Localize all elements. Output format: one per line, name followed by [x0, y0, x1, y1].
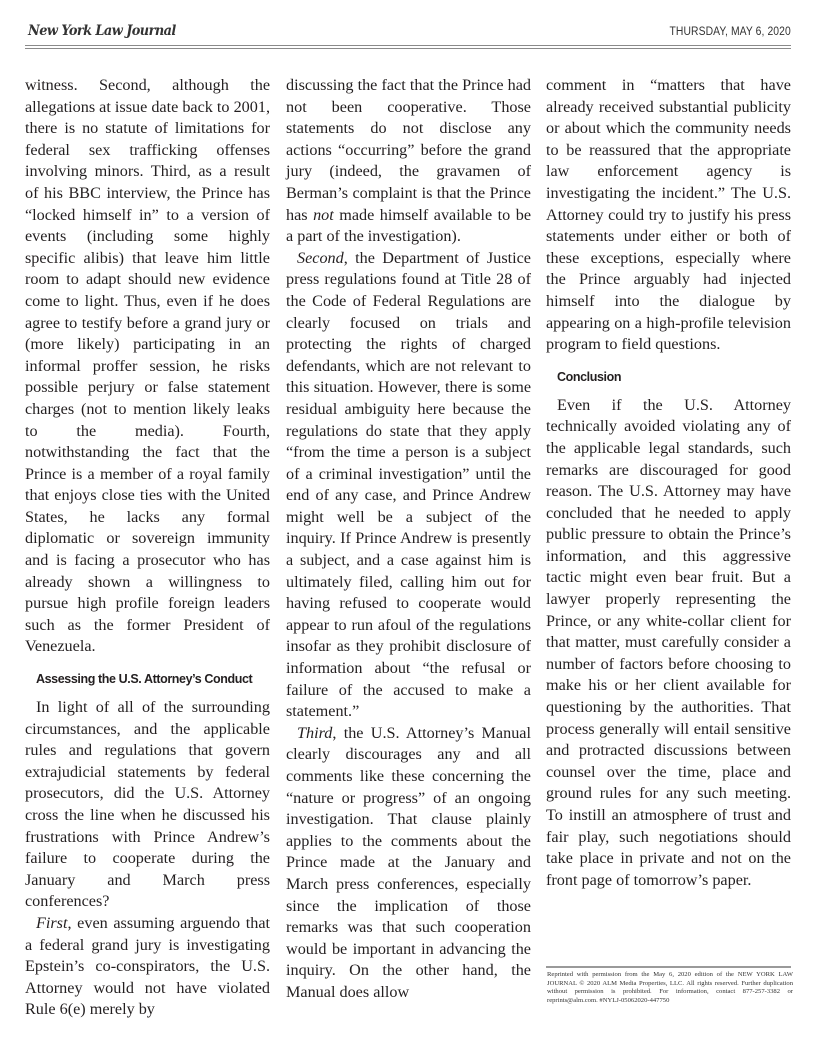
lead-italic: First	[36, 913, 68, 932]
subheading-assessing-conduct: Assessing the U.S. Attorney’s Conduct	[36, 672, 253, 687]
article-column-3	[546, 75, 791, 891]
header-rule-bottom	[25, 48, 791, 49]
paragraph-text: , the U.S. Attorney’s Manual clearly discourages any and all comments like these concerning the “nature or progress” of an ongoing investigation. That clause plainly applies to the comments about the Prince made at the January and March press conferences, especially since the implication of those remarks was that such cooperation would be important in advancing the inquiry. On the other hand, the Manual does allow	[286, 723, 531, 1001]
paragraph	[286, 248, 531, 723]
article-column-2	[286, 75, 531, 1004]
reprint-notice: Reprinted with permission from the May 6, 2020 edition of the NEW YORK LAW JOURNAL © 2020 ALM Media Properties, LLC. All rights reserved. Further duplication without permission is prohibited. For information, contact 877-257-3382 or reprints@alm.com. #NYLJ-05062020-447750	[547, 971, 793, 1004]
lead-italic: Third	[297, 723, 333, 742]
lead-italic: Second	[297, 248, 344, 267]
paragraph: In light of all of the surrounding circumstances, and the applicable rules and regulations that govern extrajudicial statements by federal prosecutors, did the U.S. Attorney cross the line when he discussed his frustrations with Prince Andrew’s failure to cooperate during the January and March press conferences?	[25, 698, 270, 911]
article-column-1	[25, 75, 270, 1021]
issue-date: THURSDAY, MAY 6, 2020	[669, 26, 791, 38]
paragraph	[286, 75, 531, 248]
italic-word: not	[313, 205, 334, 224]
paragraph-text: made himself available to be a part of the investigation).	[286, 205, 532, 246]
page-header	[25, 22, 791, 48]
paragraph: witness. Second, although the allegations at issue date back to 2001, there is no statute of limitations for federal sex trafficking offenses involving minors. Third, as a result of his BBC interview, the Prince has “locked himself in” to a version of events (including some highly specific alibis) that leave him little room to adapt should new evidence come to light. Thus, even if he does agree to testify before a grand jury or (more likely) participating in an informal proffer session, he risks possible perjury or false statement charges (not to mention likely leaks to the media). Fourth, notwithstanding the fact that the Prince is a member of a royal family that enjoys close ties with the United States, he lacks any formal diplomatic or sovereign immunity and is facing a prosecutor who has already shown a willingness to pursue high profile foreign leaders such as the former President of Venezuela.	[25, 76, 270, 656]
paragraph	[25, 913, 270, 1021]
paragraph: comment in “matters that have already received substantial publicity or about which the community needs to be reassured that the appropriate law enforcement agency is investigating the incident.” The U.S. Attorney could try to justify his press statements under either or both of these exceptions, especially where the Prince arguably had injected himself into the dialogue by appearing on a high-profile television program to field questions.	[546, 76, 791, 354]
paragraph-text: , the Department of Justice press regulations found at Title 28 of the Code of Federal Regulations are clearly focused on trials and protecting the rights of charged defendants, which are not relevant to this situation. However, there is some residual ambiguity here because the regulations do state that they apply “from the time a person is a subject of a criminal investigation” until the end of any case, and Prince Andrew might well be a subject of the inquiry. If Prince Andrew is presently a subject, and a case against him is ultimately filed, calling him out for having refused to cooperate would appear to run afoul of the regulations insofar as they prohibit disclosure of information about “the refusal or failure of the accused to make a statement.”	[286, 248, 531, 721]
masthead-logo: New York Law Journal	[28, 23, 176, 39]
paragraph-text: , even assuming arguendo that a federal grand jury is investigating Epstein’s co-conspirators, the U.S. Attorney would not have violated Rule 6(e) merely by	[25, 913, 270, 1019]
paragraph	[286, 723, 531, 1004]
footnote-rule	[546, 966, 791, 968]
paragraph: Even if the U.S. Attorney technically avoided violating any of the applicable legal standards, such remarks are discouraged for good reason. The U.S. Attorney may have concluded that he needed to apply public pressure to obtain the Prince’s information, and this aggressive tactic might even bear fruit. But a lawyer properly representing the Prince, or any white-collar client for that matter, must carefully consider a number of factors before choosing to make his or her client available for questioning by the authorities. That process generally will entail sensitive and protracted discussions between counsel over the time, place and ground rules for any such meeting. To instill an atmosphere of trust and fair play, such negotiations should take place in private and not on the front page of tomorrow’s paper.	[546, 395, 791, 889]
paragraph-text: discussing the fact that the Prince had not been cooperative. Those statements do not disclose any actions “occurring” before the grand jury (indeed, the gravamen of Berman’s complaint is that the Prince has	[286, 76, 531, 224]
header-rule-top	[25, 45, 791, 46]
subheading-conclusion: Conclusion	[557, 369, 622, 384]
